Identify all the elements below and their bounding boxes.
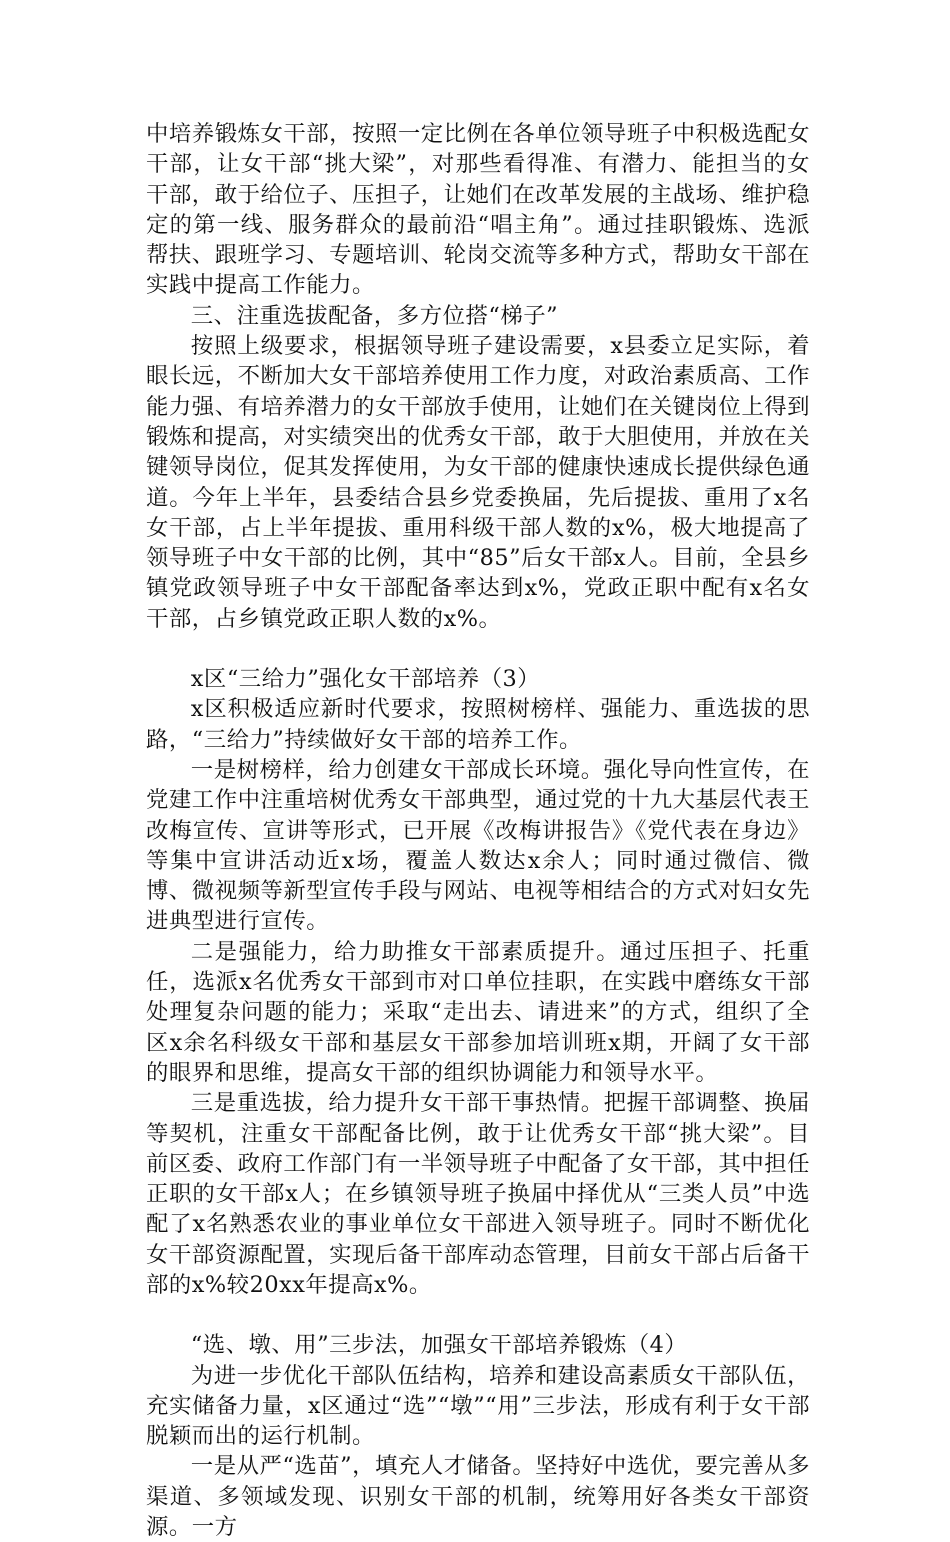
article-title: “选、墩、用”三步法，加强女干部培养锻炼（4） [190,1332,688,1359]
body-paragraph: 一是树榜样，给力创建女干部成长环境。强化导向性宣传，在党建工作中注重培树优秀女干部典型，通过党的十九大基层代表王改梅宣传、宣讲等形式，已开展《改梅讲报告》《党代表在身边》等集中宣讲活动近x场，覆盖人数达x余人；同时通过微信、微博、微视频等新型宣传手段与网站、电视等相结合的方式对妇女先进典型进行宣传。 [146,756,810,935]
body-paragraph: 一是从严“选苗”，填充人才储备。坚持好中选优，要完善从多渠道、多领域发现、识别女干部的机制，统筹用好各类女干部资源。一方 [146,1453,810,1541]
document-page [146,119,810,1542]
article-title: x区“三给力”强化女干部培养（3） [190,666,541,693]
body-paragraph: 中培养锻炼女干部，按照一定比例在各单位领导班子中积极选配女干部，让女干部“挑大梁”，对那些看得准、有潜力、能担当的女干部，敢于给位子、压担子，让她们在改革发展的主战场、维护稳定的第一线、服务群众的最前沿“唱主角”。通过挂职锻炼、选派帮扶、跟班学习、专题培训、轮岗交流等多种方式，帮助女干部在实践中提高工作能力。 [146,121,810,299]
paragraph-spacer [146,1300,810,1330]
paragraph-spacer [146,634,810,664]
body-paragraph: 三是重选拔，给力提升女干部干事热情。把握干部调整、换届等契机，注重女干部配备比例，敢于让优秀女干部“挑大梁”。目前区委、政府工作部门有一半领导班子中配备了女干部，其中担任正职的女干部x人；在乡镇领导班子换届中择优从“三类人员”中选配了x名熟悉农业的事业单位女干部进入领导班子。同时不断优化女干部资源配置，实现后备干部库动态管理，目前女干部占后备干部的x%较20xx年提高x%。 [146,1090,810,1298]
section-heading: 三、注重选拔配备，多方位搭“梯子” [190,302,559,329]
body-paragraph: 二是强能力，给力助推女干部素质提升。通过压担子、托重任，选派x名优秀女干部到市对口单位挂职，在实践中磨练女干部处理复杂问题的能力；采取“走出去、请进来”的方式，组织了全区x余名科级女干部和基层女干部参加培训班x期，开阔了女干部的眼界和思维，提高女干部的组织协调能力和领导水平。 [146,938,810,1086]
body-paragraph: 按照上级要求，根据领导班子建设需要，x县委立足实际，着眼长远，不断加大女干部培养使用工作力度，对政治素质高、工作能力强、有培养潜力的女干部放手使用，让她们在关键岗位上得到锻炼和提高，对实绩突出的优秀女干部，敢于大胆使用，并放在关键领导岗位，促其发挥使用，为女干部的健康快速成长提供绿色通道。今年上半年，县委结合县乡党委换届，先后提拔、重用了x名女干部，占上半年提拔、重用科级干部人数的x%，极大地提高了领导班子中女干部的比例，其中“85”后女干部x人。目前，全县乡镇党政领导班子中女干部配备率达到x%，党政正职中配有x名女干部，占乡镇党政正职人数的x%。 [146,333,810,632]
body-paragraph: 为进一步优化干部队伍结构，培养和建设高素质女干部队伍，充实储备力量，x区通过“选”“墩”“用”三步法，形成有利于女干部脱颖而出的运行机制。 [146,1362,810,1450]
body-paragraph: x区积极适应新时代要求，按照树榜样、强能力、重选拔的思路，“三给力”持续做好女干部的培养工作。 [146,696,810,753]
